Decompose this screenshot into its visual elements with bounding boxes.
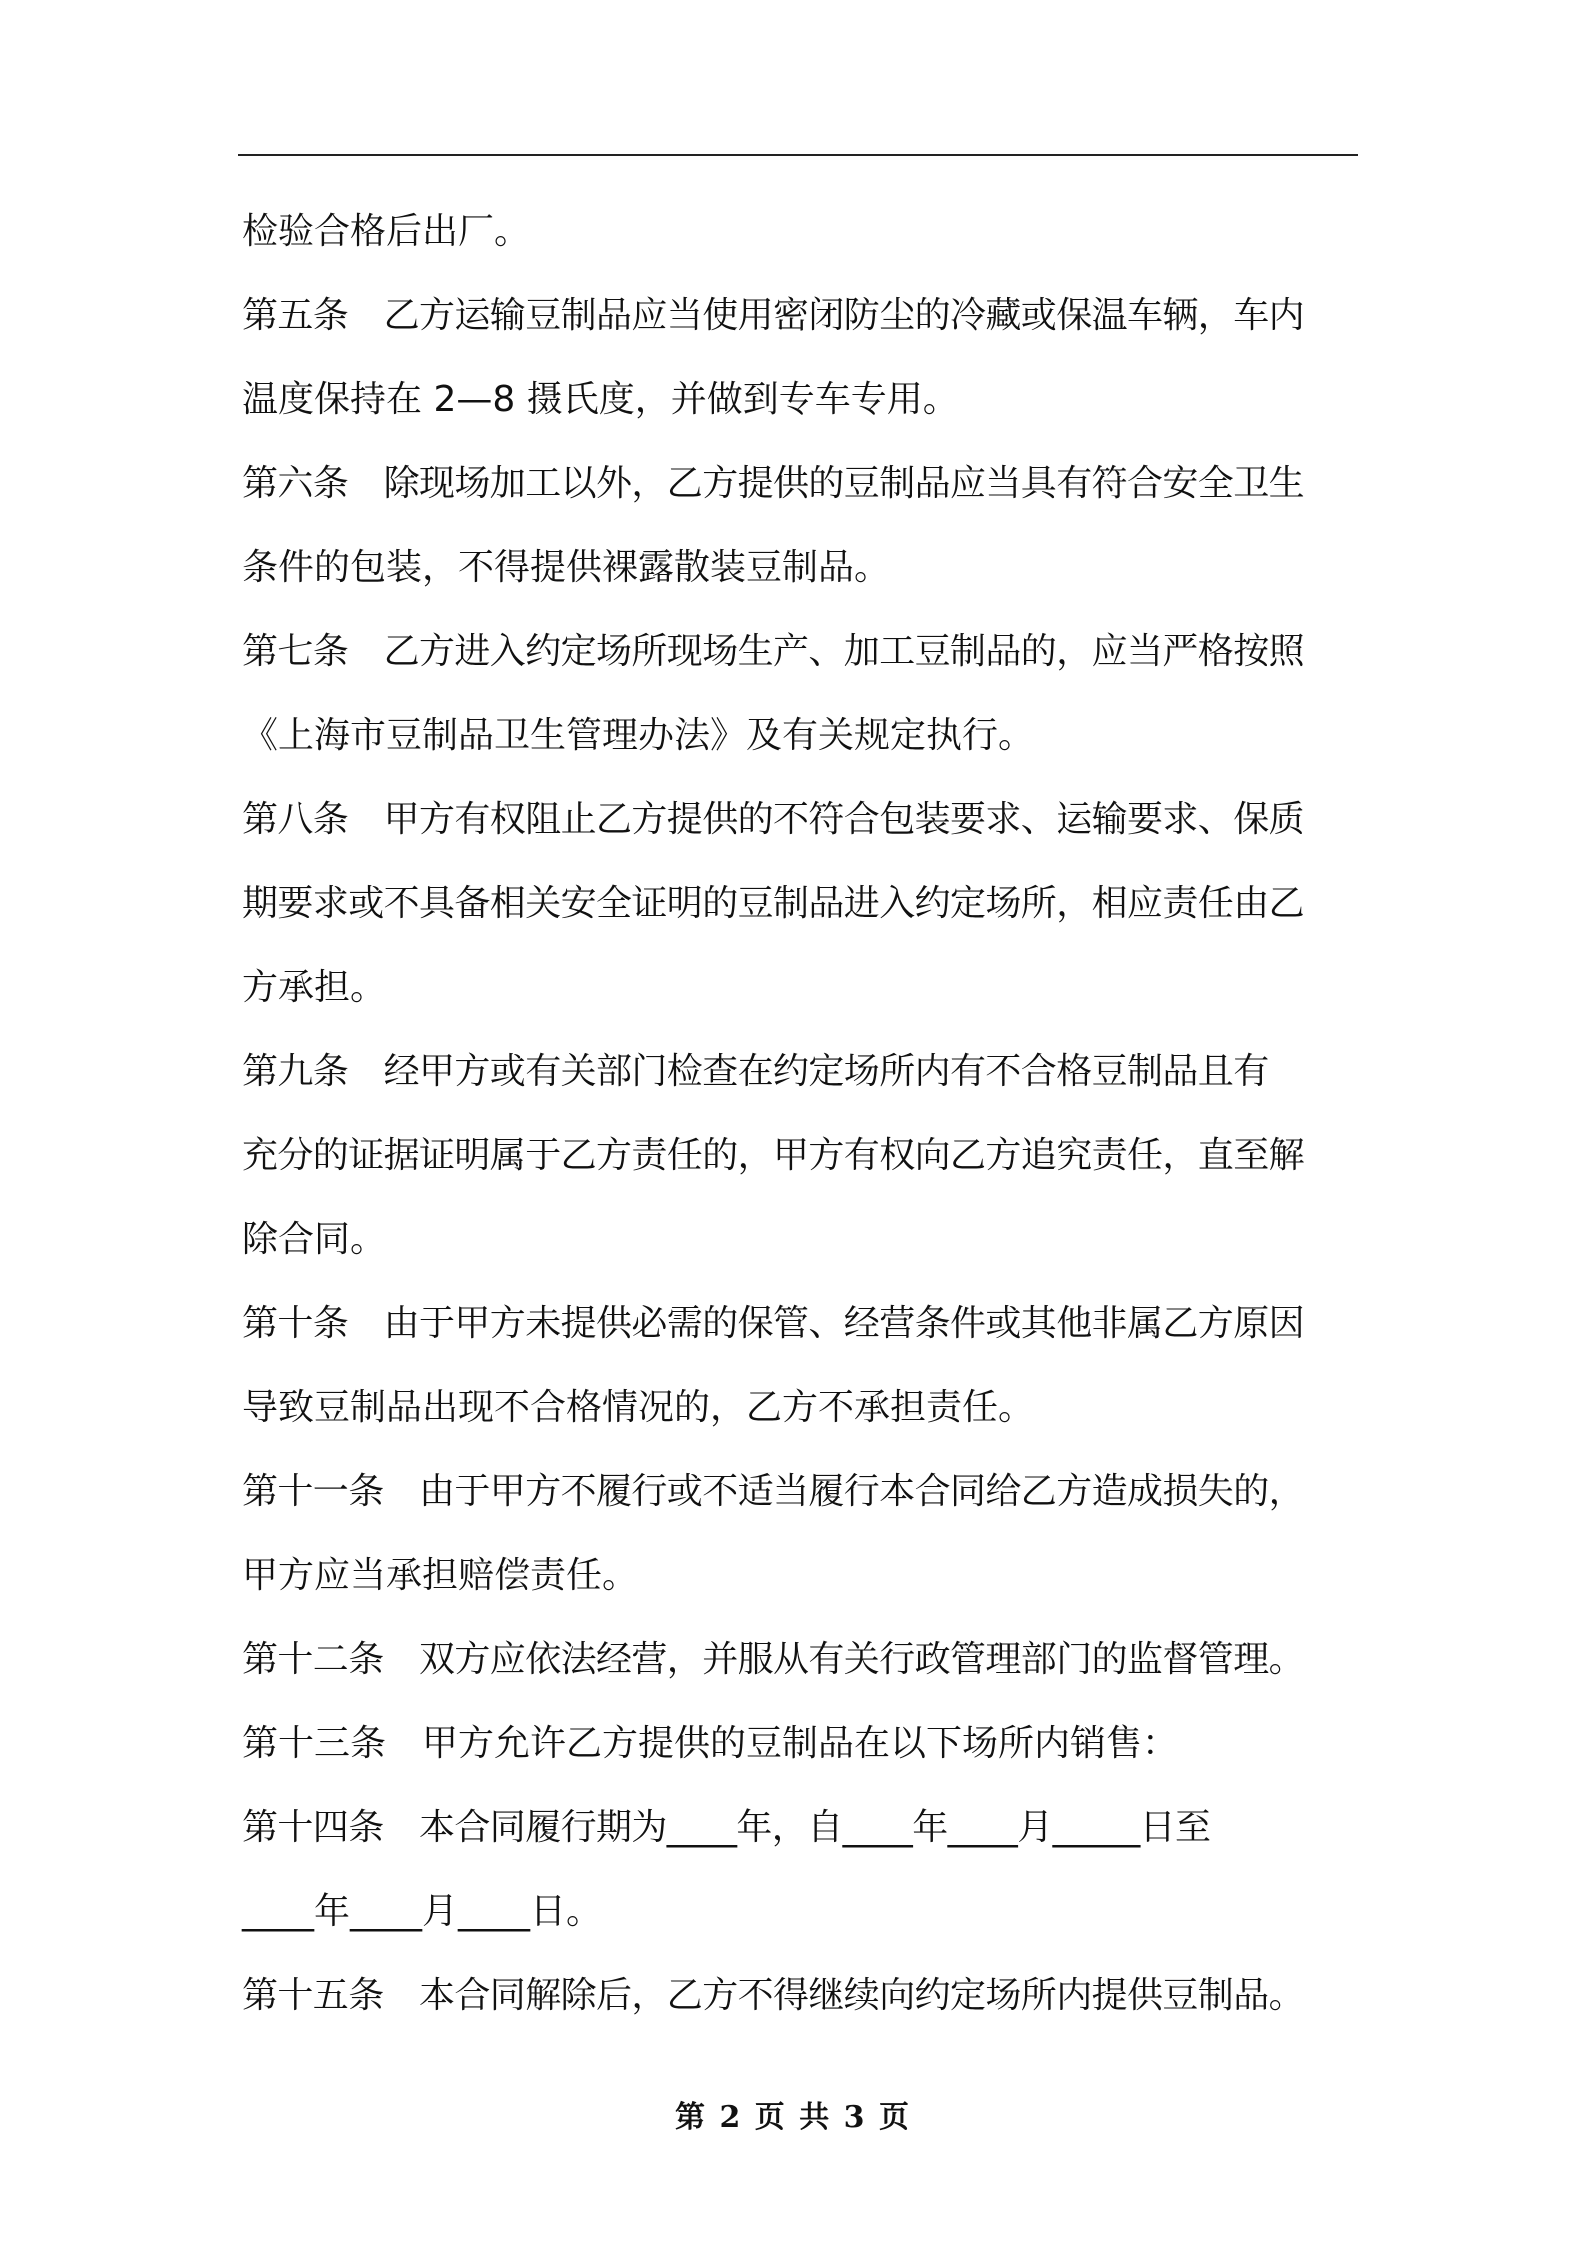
- text-line: 第五条 乙方运输豆制品应当使用密闭防尘的冷藏或保温车辆，车内: [242, 295, 1305, 336]
- text-line: 《上海市豆制品卫生管理办法》及有关规定执行。: [242, 715, 1035, 756]
- text-line: 期要求或不具备相关安全证明的豆制品进入约定场所，相应责任由乙: [242, 883, 1305, 924]
- text-line: 条件的包装，不得提供裸露散装豆制品。: [242, 547, 891, 588]
- text-line: 第七条 乙方进入约定场所现场生产、加工豆制品的，应当严格按照: [242, 631, 1305, 672]
- text-line: 导致豆制品出现不合格情况的，乙方不承担责任。: [242, 1387, 1035, 1428]
- header-rule: [238, 154, 1358, 156]
- document-body: [242, 190, 1358, 2038]
- text-line: 第十一条 由于甲方不履行或不适当履行本合同给乙方造成损失的，: [242, 1471, 1305, 1512]
- text-line: 充分的证据证明属于乙方责任的，甲方有权向乙方追究责任，直至解: [242, 1135, 1305, 1176]
- text-line: 甲方应当承担赔偿责任。: [242, 1555, 639, 1596]
- text-line: 温度保持在 2—8 摄氏度，并做到专车专用。: [242, 379, 959, 420]
- page-footer: 第 2 页 共 3 页: [675, 2100, 911, 2135]
- text-line: 第六条 除现场加工以外，乙方提供的豆制品应当具有符合安全卫生: [242, 463, 1305, 504]
- text-line: 除合同。: [242, 1219, 387, 1260]
- text-line: 第八条 甲方有权阻止乙方提供的不符合包装要求、运输要求、保质: [242, 799, 1305, 840]
- text-line: 检验合格后出厂。: [242, 211, 531, 252]
- text-line: 第九条 经甲方或有关部门检查在约定场所内有不合格豆制品且有: [242, 1051, 1269, 1092]
- text-line: 第十四条 本合同履行期为____年，自____年____月_____日至: [242, 1807, 1211, 1848]
- text-line: 第十三条 甲方允许乙方提供的豆制品在以下场所内销售：: [242, 1723, 1179, 1764]
- text-line: 第十二条 双方应依法经营，并服从有关行政管理部门的监督管理。: [242, 1639, 1305, 1680]
- text-line: 方承担。: [242, 967, 387, 1008]
- text-line: ____年____月____日。: [242, 1891, 603, 1932]
- text-line: 第十五条 本合同解除后，乙方不得继续向约定场所内提供豆制品。: [242, 1975, 1305, 2016]
- text-line: 第十条 由于甲方未提供必需的保管、经营条件或其他非属乙方原因: [242, 1303, 1305, 1344]
